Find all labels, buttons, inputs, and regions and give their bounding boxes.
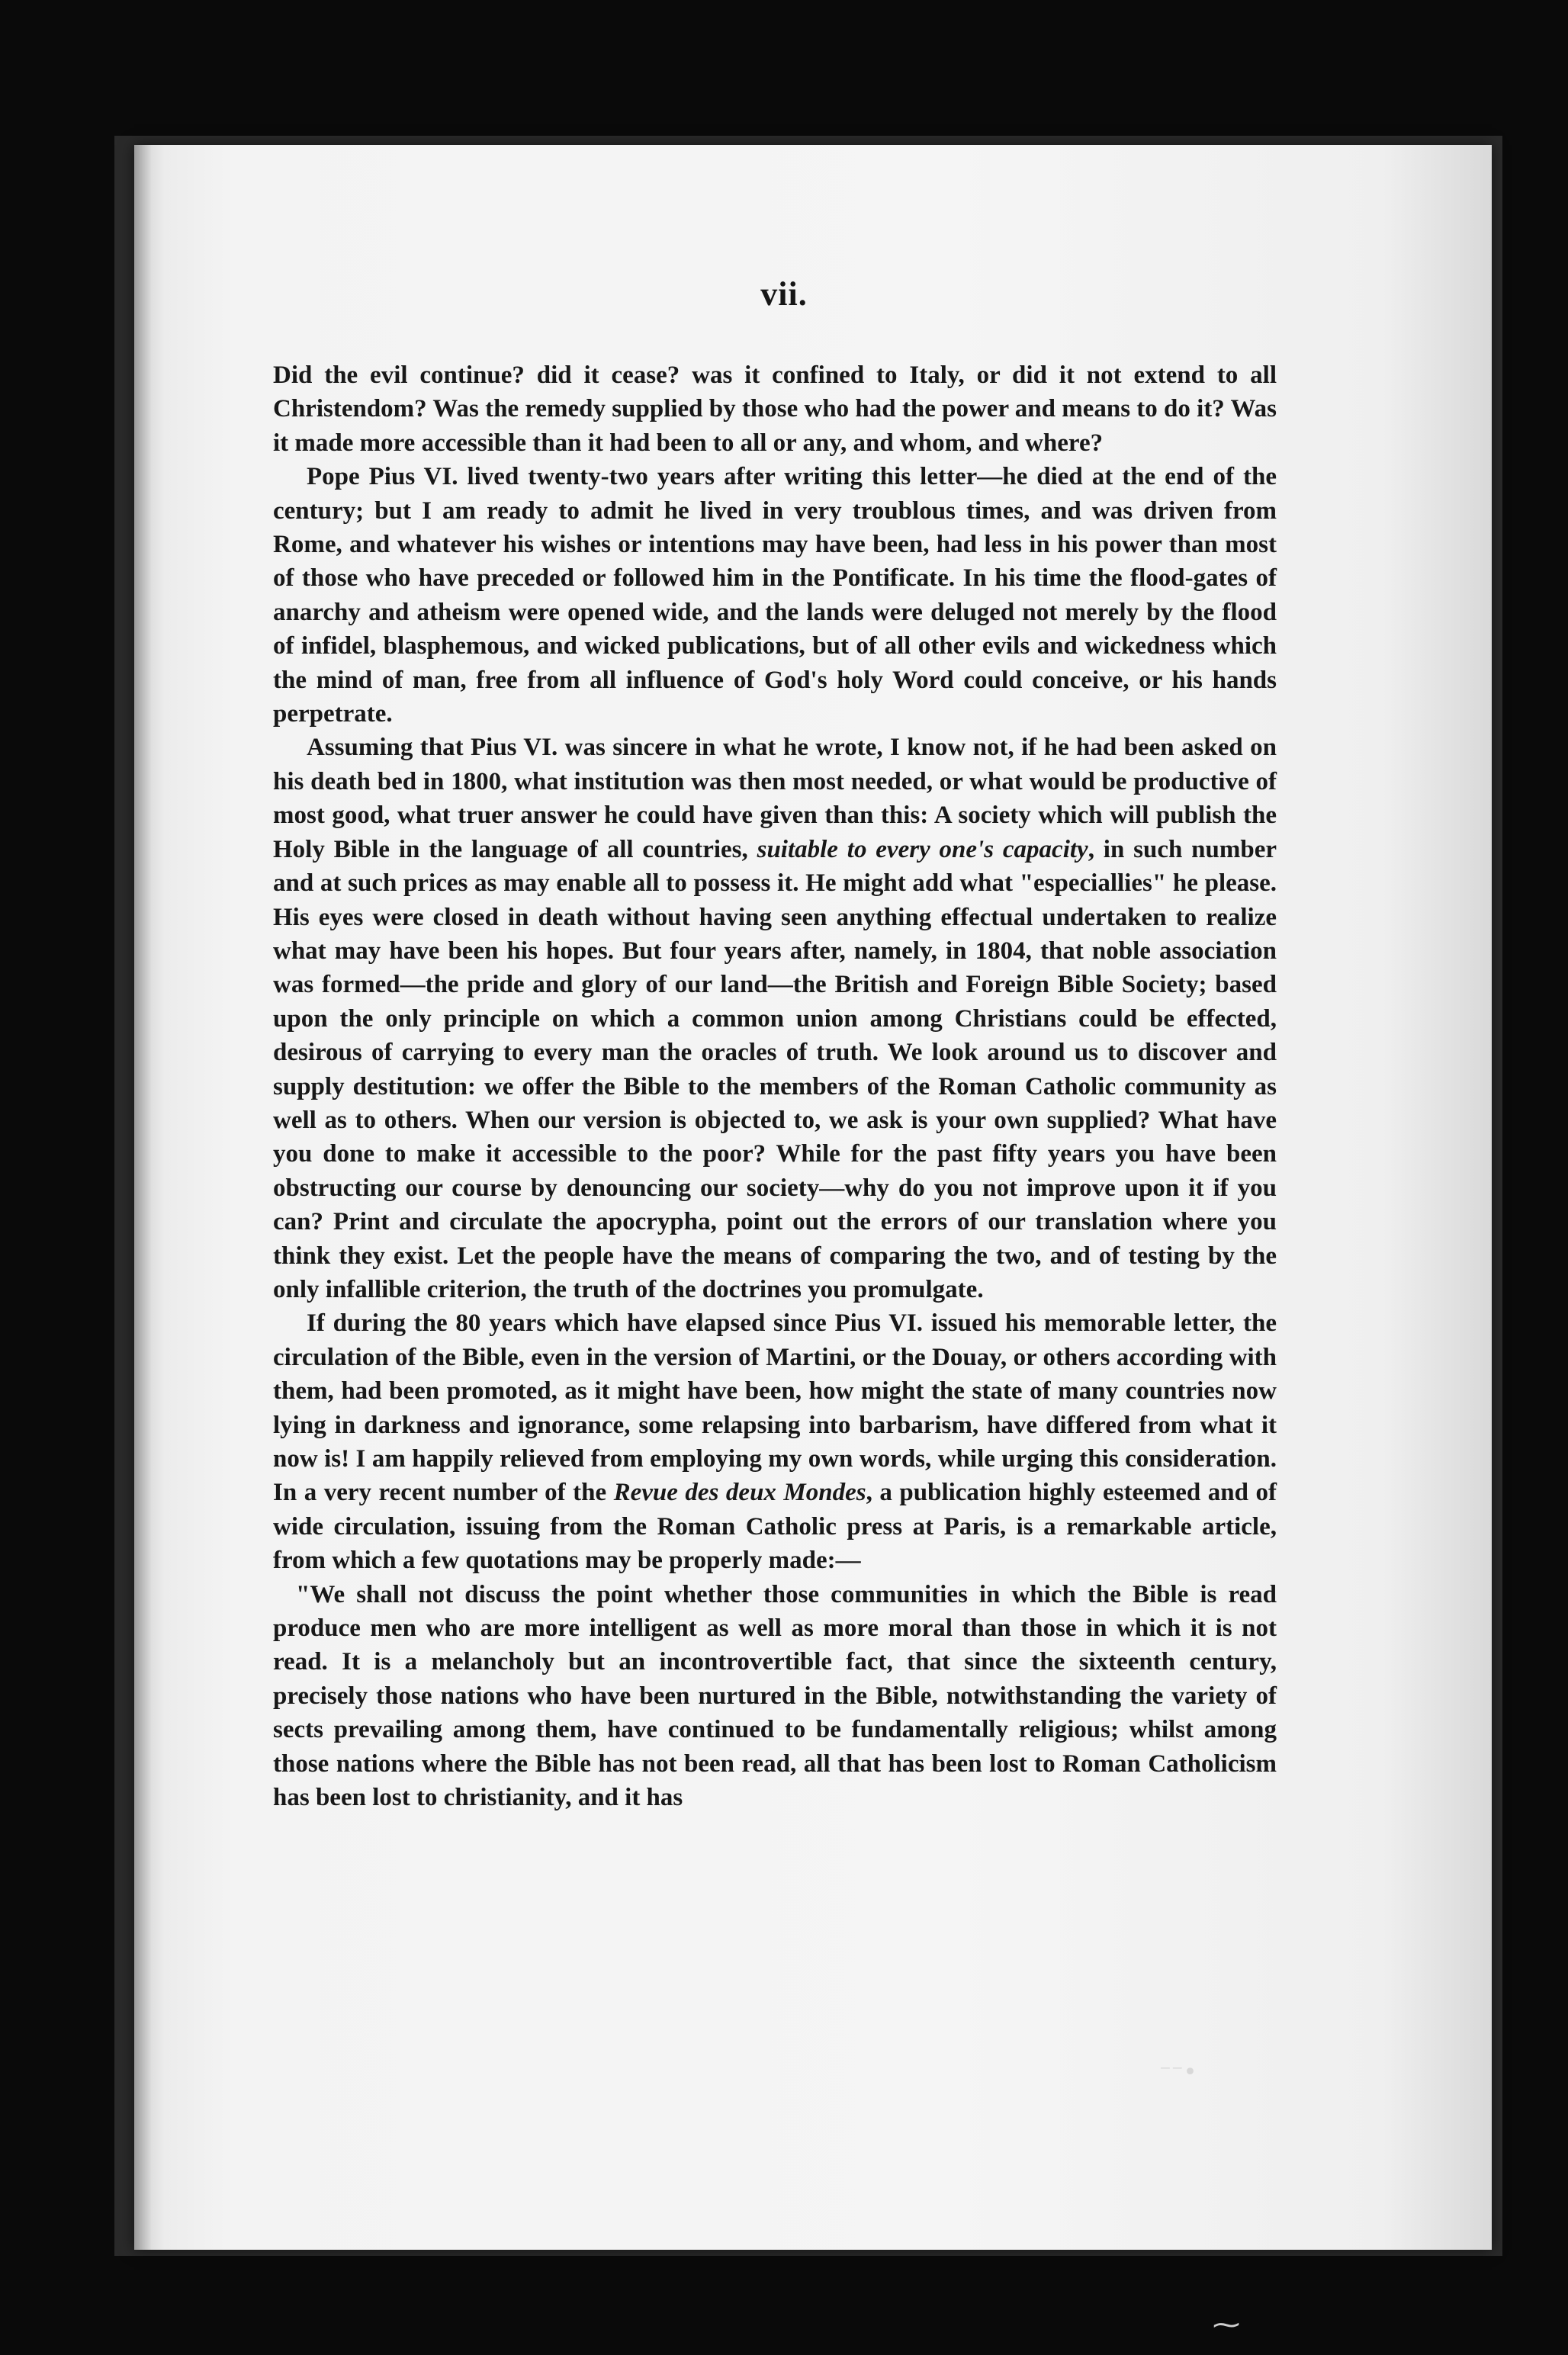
paragraph-5-quotation: "We shall not discuss the point whether those communities in which the Bible is read produce men who are more intelligent as well as more moral than those in which it is not read. It is a melancholy but an incontrovertible fact, that since the sixteenth century, precisely those nations who have been nurtured in the Bible, notwithstanding the variety of sects prevailing among them, have continued to be fundamentally religious; whilst among those nations where the Bible has not been read, all that has been lost to Roman Catholicism has been lost to christianity, and it has	[273, 1580, 1277, 1812]
page-text	[273, 358, 1277, 1814]
scan-artifact-mark: ⁓	[1213, 2309, 1240, 2341]
page-gutter	[134, 145, 151, 2250]
paragraph-4-italic: Revue des deux Mondes	[613, 1479, 866, 1507]
paragraph-3-text-b: , in such number and at such prices as may enable all to possess it. He might add what "especiallies" he please. His eyes were closed in death without having seen anything effectual undertaken to realize what may have been his hopes. But four years after, namely, in 1804, that noble association was formed—the pride and glory of our land—the British and Foreign Bible Society; based upon the only principle on which a common union among Christians could be effected, desirous of carrying to every man the oracles of truth. We look around us to discover and supply destitution: we offer the Bible to the members of the Roman Catholic community as well as to others. When our version is objected to, we ask is your own supplied? What have you done to make it accessible to the poor? While for the past fifty years you have been obstructing our course by denouncing our society—why do you not improve upon it if you can? Print and circulate the apocrypha, point out the errors of our translation where you think they exist. Let the people have the means of comparing the two, and of testing by the only infallible criterion, the truth of the doctrines you promulgate.	[273, 835, 1277, 1303]
paragraph-3-italic: suitable to every one's capacity	[757, 835, 1088, 863]
paragraph-4-text-b: , a publication highly esteemed and of wide circulation, issuing from the Roman Catholic press at Paris, is a remarkable article, from which a few quotations may be properly made:—	[273, 1479, 1277, 1575]
paragraph-4-text-a: If during the 80 years which have elapsed since Pius VI. issued his memorable letter, the circulation of the Bible, even in the version of Martini, or the Douay, or others according with them, had been promoted, as it might have been, how might the state of many countries now lying in darkness and ignorance, some relapsing into barbarism, have differed from what it now is! I am happily relieved from employing my own words, while urging this consideration. In a very recent number of the	[273, 1309, 1277, 1507]
paragraph-4	[273, 1306, 1277, 1577]
paragraph-3	[273, 731, 1277, 1306]
bleed-through-mark: ⁻⁻•	[1159, 2059, 1197, 2086]
page-number: vii.	[760, 275, 808, 313]
paragraph-1: Did the evil continue? did it cease? was it confined to Italy, or did it not extend to all Christendom? Was the remedy supplied by those who had the power and means to do it? Was it made more accessible than it had been to all or any, and whom, and where?	[273, 361, 1277, 457]
paragraph-2: Pope Pius VI. lived twenty-two years after writing this letter—he died at the end of the century; but I am ready to admit he lived in very troublous times, and was driven from Rome, and whatever his wishes or intentions may have been, had less in his power than most of those who have preceded or followed him in the Pontificate. In his time the flood-gates of anarchy and atheism were opened wide, and the lands were deluged not merely by the flood of infidel, blasphemous, and wicked publications, but of all other evils and wickedness which the mind of man, free from all influence of God's holy Word could conceive, or his hands perpetrate.	[273, 463, 1277, 728]
paragraph-3-text-a: Assuming that Pius VI. was sincere in what he wrote, I know not, if he had been asked on his death bed in 1800, what institution was then most needed, or what would be productive of most good, what truer answer he could have given than this: A society which will publish the Holy Bible in the language of all countries,	[273, 734, 1277, 863]
